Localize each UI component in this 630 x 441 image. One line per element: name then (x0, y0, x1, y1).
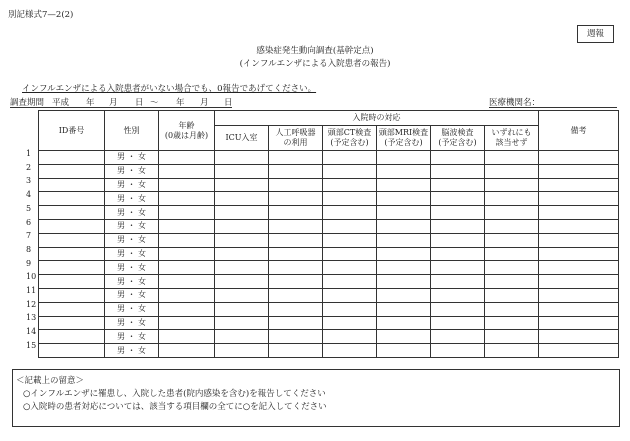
sex-cell[interactable]: 男 ・ 女 (105, 164, 159, 178)
none-cell[interactable] (485, 192, 539, 206)
icu-cell[interactable] (215, 288, 269, 302)
notes-box (12, 369, 620, 427)
icu-cell[interactable] (215, 192, 269, 206)
ct-cell[interactable] (323, 164, 377, 178)
remarks-cell[interactable] (539, 151, 619, 165)
ct-cell[interactable] (323, 247, 377, 261)
ct-cell[interactable] (323, 233, 377, 247)
row-number: 10 (26, 272, 37, 282)
sex-cell[interactable]: 男 ・ 女 (105, 233, 159, 247)
age-cell[interactable] (159, 247, 215, 261)
patient-report-table (38, 110, 619, 358)
row-number: 7 (26, 231, 32, 241)
id-cell[interactable] (39, 192, 105, 206)
table-row (39, 233, 619, 247)
remarks-cell[interactable] (539, 219, 619, 233)
row-number: 3 (26, 176, 32, 186)
eeg-cell[interactable] (431, 316, 485, 330)
remarks-cell[interactable] (539, 192, 619, 206)
none-cell[interactable] (485, 247, 539, 261)
mri-cell[interactable] (377, 164, 431, 178)
period-year[interactable]: 年 (86, 98, 95, 108)
icu-cell[interactable] (215, 261, 269, 275)
period-year-end[interactable]: 年 (176, 98, 185, 108)
ct-cell[interactable] (323, 206, 377, 220)
col-age-line2: (0歳は月齢) (164, 130, 209, 140)
institution-name-field[interactable]: 医療機関名： (489, 96, 617, 108)
none-cell[interactable] (485, 151, 539, 165)
id-cell[interactable] (39, 233, 105, 247)
eeg-cell[interactable] (431, 344, 485, 358)
ventilator-cell[interactable] (269, 233, 323, 247)
remarks-cell[interactable] (539, 288, 619, 302)
none-cell[interactable] (485, 219, 539, 233)
sub-ventilator-header (269, 126, 323, 151)
icu-cell[interactable] (215, 275, 269, 289)
icu-cell[interactable] (215, 302, 269, 316)
mri-cell[interactable] (377, 192, 431, 206)
ventilator-cell[interactable] (269, 247, 323, 261)
id-cell[interactable] (39, 247, 105, 261)
table-row (39, 316, 619, 330)
ct-cell[interactable] (323, 275, 377, 289)
mri-cell[interactable] (377, 206, 431, 220)
id-cell[interactable] (39, 316, 105, 330)
ventilator-cell[interactable] (269, 164, 323, 178)
row-number: 4 (26, 190, 32, 200)
ct-cell[interactable] (323, 178, 377, 192)
sex-cell[interactable]: 男 ・ 女 (105, 178, 159, 192)
icu-cell[interactable] (215, 219, 269, 233)
ct-cell[interactable] (323, 261, 377, 275)
eeg-cell[interactable] (431, 192, 485, 206)
table-row (39, 344, 619, 358)
icu-cell[interactable] (215, 164, 269, 178)
form-id: 別記様式7—2(2) (8, 10, 74, 20)
mri-cell[interactable] (377, 261, 431, 275)
none-cell[interactable] (485, 344, 539, 358)
eeg-cell[interactable] (431, 330, 485, 344)
none-cell[interactable] (485, 330, 539, 344)
sex-cell[interactable]: 男 ・ 女 (105, 288, 159, 302)
eeg-cell[interactable] (431, 178, 485, 192)
sex-cell[interactable]: 男 ・ 女 (105, 302, 159, 316)
age-cell[interactable] (159, 330, 215, 344)
icu-cell[interactable] (215, 178, 269, 192)
age-cell[interactable] (159, 164, 215, 178)
age-cell[interactable] (159, 219, 215, 233)
icu-cell[interactable] (215, 316, 269, 330)
icu-cell[interactable] (215, 206, 269, 220)
row-number: 2 (26, 162, 32, 172)
icu-cell[interactable] (215, 330, 269, 344)
none-cell[interactable] (485, 206, 539, 220)
icu-cell[interactable] (215, 233, 269, 247)
remarks-cell[interactable] (539, 164, 619, 178)
mri-cell[interactable] (377, 233, 431, 247)
age-cell[interactable] (159, 151, 215, 165)
age-cell[interactable] (159, 178, 215, 192)
eeg-cell[interactable] (431, 261, 485, 275)
ct-cell[interactable] (323, 219, 377, 233)
icu-cell[interactable] (215, 247, 269, 261)
ct-cell[interactable] (323, 192, 377, 206)
age-cell[interactable] (159, 206, 215, 220)
sub-eeg-line2: (予定含む) (438, 138, 477, 147)
period-day-end[interactable]: 日 (224, 98, 233, 108)
ventilator-cell[interactable] (269, 261, 323, 275)
row-number: 12 (26, 299, 37, 309)
table-row (39, 275, 619, 289)
icu-cell[interactable] (215, 151, 269, 165)
ventilator-cell[interactable] (269, 206, 323, 220)
table-row (39, 261, 619, 275)
remarks-cell[interactable] (539, 178, 619, 192)
age-cell[interactable] (159, 192, 215, 206)
sub-mri-line1: 頭部MRI検査 (378, 128, 429, 137)
remarks-cell[interactable] (539, 261, 619, 275)
ct-cell[interactable] (323, 316, 377, 330)
sex-cell[interactable]: 男 ・ 女 (105, 275, 159, 289)
mri-cell[interactable] (377, 219, 431, 233)
id-cell[interactable] (39, 151, 105, 165)
ct-cell[interactable] (323, 288, 377, 302)
id-cell[interactable] (39, 344, 105, 358)
period-tilde: ～ (150, 98, 159, 108)
none-cell[interactable] (485, 233, 539, 247)
eeg-cell[interactable] (431, 247, 485, 261)
ct-cell[interactable] (323, 330, 377, 344)
table-row (39, 302, 619, 316)
ct-cell[interactable] (323, 344, 377, 358)
ventilator-cell[interactable] (269, 344, 323, 358)
sub-none-line2: 該当せず (495, 138, 528, 147)
period-label: 調査期間 (10, 98, 45, 108)
ventilator-cell[interactable] (269, 288, 323, 302)
row-number: 14 (26, 327, 37, 337)
col-remarks-header: 備考 (539, 111, 619, 151)
table-row (39, 288, 619, 302)
remarks-cell[interactable] (539, 302, 619, 316)
period-underline (10, 107, 232, 108)
row-number: 15 (26, 340, 37, 350)
mri-cell[interactable] (377, 247, 431, 261)
remarks-cell[interactable] (539, 330, 619, 344)
mri-cell[interactable] (377, 178, 431, 192)
col-sex-header: 性別 (105, 111, 159, 151)
eeg-cell[interactable] (431, 233, 485, 247)
col-age-line1: 年齢 (178, 120, 195, 130)
sex-cell[interactable]: 男 ・ 女 (105, 261, 159, 275)
row-number: 6 (26, 217, 32, 227)
id-cell[interactable] (39, 164, 105, 178)
table-row (39, 178, 619, 192)
mri-cell[interactable] (377, 344, 431, 358)
age-cell[interactable] (159, 233, 215, 247)
mri-cell[interactable] (377, 330, 431, 344)
sex-cell[interactable]: 男 ・ 女 (105, 192, 159, 206)
none-cell[interactable] (485, 275, 539, 289)
col-age-header (159, 111, 215, 151)
mri-cell[interactable] (377, 302, 431, 316)
sub-none-header (485, 126, 539, 151)
ct-cell[interactable] (323, 151, 377, 165)
icu-cell[interactable] (215, 344, 269, 358)
id-cell[interactable] (39, 288, 105, 302)
sub-mri-line2: (予定含む) (384, 138, 423, 147)
note-item-2: ○入院時の患者対応については、該当する項目欄の全てに○を記入してください (23, 402, 327, 412)
eeg-cell[interactable] (431, 288, 485, 302)
sub-ct-line2: (予定含む) (330, 138, 369, 147)
age-cell[interactable] (159, 261, 215, 275)
sub-ct-header (323, 126, 377, 151)
mri-cell[interactable] (377, 151, 431, 165)
id-cell[interactable] (39, 206, 105, 220)
ct-cell[interactable] (323, 302, 377, 316)
none-cell[interactable] (485, 164, 539, 178)
sub-ct-line1: 頭部CT検査 (327, 128, 372, 137)
period-month[interactable]: 月 (109, 98, 118, 108)
sex-cell[interactable]: 男 ・ 女 (105, 316, 159, 330)
note-item-1: ○インフルエンザに罹患し、入院した患者(院内感染を含む)を報告してください (23, 389, 326, 399)
remarks-cell[interactable] (539, 275, 619, 289)
row-number: 8 (26, 244, 32, 254)
table-row (39, 164, 619, 178)
age-cell[interactable] (159, 344, 215, 358)
sub-icu-header: ICU入室 (215, 126, 269, 151)
sub-eeg-header (431, 126, 485, 151)
row-number: 5 (26, 203, 32, 213)
none-cell[interactable] (485, 316, 539, 330)
zero-report-notice: インフルエンザによる入院患者がいない場合でも、0報告であげてください。 (22, 84, 317, 94)
eeg-cell[interactable] (431, 219, 485, 233)
period-era: 平成 (52, 98, 70, 108)
sex-cell[interactable]: 男 ・ 女 (105, 344, 159, 358)
eeg-cell[interactable] (431, 206, 485, 220)
none-cell[interactable] (485, 302, 539, 316)
mri-cell[interactable] (377, 288, 431, 302)
col-id-header: ID番号 (39, 111, 105, 151)
row-number: 9 (26, 258, 32, 268)
remarks-cell[interactable] (539, 316, 619, 330)
sub-none-line1: いずれにも (491, 128, 532, 137)
id-cell[interactable] (39, 219, 105, 233)
mri-cell[interactable] (377, 275, 431, 289)
remarks-cell[interactable] (539, 233, 619, 247)
table-row (39, 206, 619, 220)
id-cell[interactable] (39, 330, 105, 344)
ventilator-cell[interactable] (269, 330, 323, 344)
sub-eeg-line1: 脳波検査 (441, 128, 474, 137)
table-row (39, 151, 619, 165)
sex-cell[interactable]: 男 ・ 女 (105, 219, 159, 233)
row-number: 13 (26, 313, 37, 323)
notes-heading: ＜記載上の留意＞ (16, 376, 85, 386)
sub-mri-header (377, 126, 431, 151)
age-cell[interactable] (159, 316, 215, 330)
remarks-cell[interactable] (539, 206, 619, 220)
ventilator-cell[interactable] (269, 302, 323, 316)
table-row (39, 330, 619, 344)
table-row (39, 219, 619, 233)
eeg-cell[interactable] (431, 275, 485, 289)
form-title: 感染症発生動向調査(基幹定点) (256, 46, 374, 56)
id-cell[interactable] (39, 178, 105, 192)
period-month-end[interactable]: 月 (200, 98, 209, 108)
sub-vent-line1: 人工呼吸器 (275, 128, 316, 137)
age-cell[interactable] (159, 288, 215, 302)
period-day[interactable]: 日 (135, 98, 144, 108)
eeg-cell[interactable] (431, 164, 485, 178)
col-admission-group-header: 入院時の対応 (215, 111, 539, 126)
ventilator-cell[interactable] (269, 219, 323, 233)
ventilator-cell[interactable] (269, 178, 323, 192)
ventilator-cell[interactable] (269, 316, 323, 330)
remarks-cell[interactable] (539, 247, 619, 261)
sub-vent-line2: の利用 (283, 138, 308, 147)
mri-cell[interactable] (377, 316, 431, 330)
eeg-cell[interactable] (431, 151, 485, 165)
none-cell[interactable] (485, 261, 539, 275)
none-cell[interactable] (485, 178, 539, 192)
id-cell[interactable] (39, 261, 105, 275)
age-cell[interactable] (159, 302, 215, 316)
ventilator-cell[interactable] (269, 151, 323, 165)
age-cell[interactable] (159, 275, 215, 289)
ventilator-cell[interactable] (269, 192, 323, 206)
weekly-report-badge: 週報 (577, 25, 614, 43)
row-number: 1 (26, 149, 32, 158)
sex-cell[interactable]: 男 ・ 女 (105, 151, 159, 165)
sex-cell[interactable]: 男 ・ 女 (105, 206, 159, 220)
id-cell[interactable] (39, 275, 105, 289)
form-subtitle: (インフルエンザによる入院患者の報告) (239, 59, 391, 69)
sex-cell[interactable]: 男 ・ 女 (105, 330, 159, 344)
sex-cell[interactable]: 男 ・ 女 (105, 247, 159, 261)
eeg-cell[interactable] (431, 302, 485, 316)
remarks-cell[interactable] (539, 344, 619, 358)
row-number: 11 (26, 286, 37, 295)
table-row (39, 192, 619, 206)
none-cell[interactable] (485, 288, 539, 302)
ventilator-cell[interactable] (269, 275, 323, 289)
id-cell[interactable] (39, 302, 105, 316)
table-row (39, 247, 619, 261)
